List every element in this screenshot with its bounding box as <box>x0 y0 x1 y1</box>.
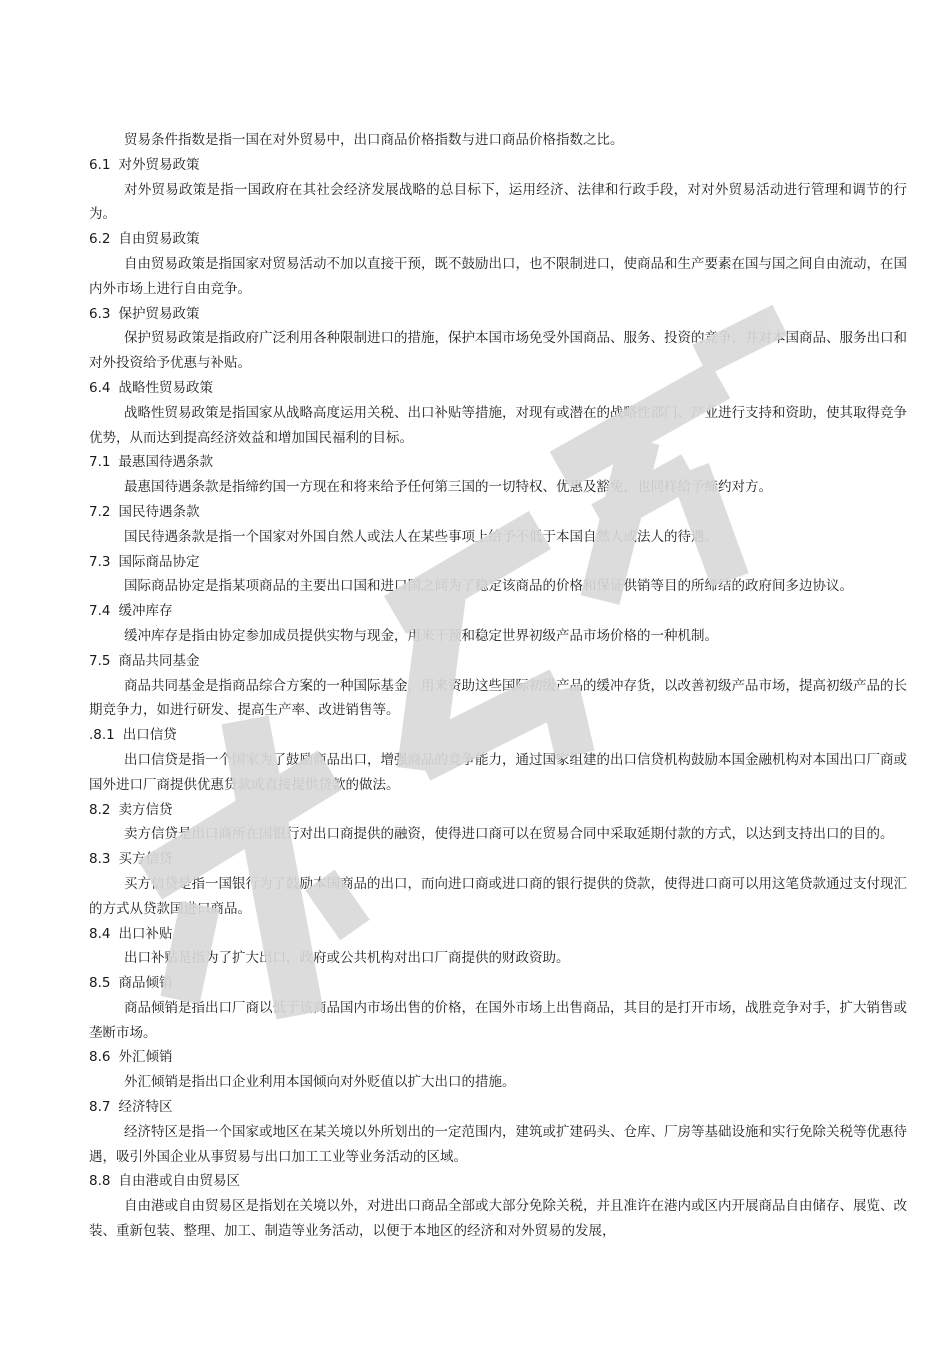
section-heading <box>89 153 907 178</box>
section-title: 经济特区 <box>118 1099 173 1116</box>
section-title: 缓冲库存 <box>118 603 173 620</box>
section-title: 国际商品协定 <box>118 553 200 570</box>
section-paragraph: 国民待遇条款是指一个国家对外国自然人或法人在某些事项上给予不低于本国自然人或法人的待遇。 <box>124 528 718 545</box>
section-paragraph: 最惠国待遇条款是指缔约国一方现在和将来给予任何第三国的一切特权、优惠及豁免，也同样给予缔约对方。 <box>124 479 772 496</box>
section-heading <box>89 376 907 401</box>
section-7-4 <box>89 599 907 649</box>
section-title: 买方信贷 <box>118 851 173 868</box>
section-number: 8.8 <box>89 1173 111 1190</box>
section-6-4 <box>89 376 907 450</box>
section-paragraph: 保护贸易政策是指政府广泛利用各种限制进口的措施，保护本国市场免受外国商品、服务、投资的竞争，并对本国商品、服务出口和对外投资给予优惠与补贴。 <box>89 330 907 372</box>
section-paragraph: 出口补贴是指为了扩大出口，政府或公共机构对出口厂商提供的财政资助。 <box>124 950 570 967</box>
section-heading <box>89 1045 907 1070</box>
intro-paragraph: 贸易条件指数是指一国在对外贸易中，出口商品价格指数与进口商品价格指数之比。 <box>124 132 624 148</box>
section-8-3 <box>89 847 907 921</box>
section-heading <box>89 847 907 872</box>
section-heading <box>89 1169 907 1194</box>
section-number: 8.3 <box>89 851 111 868</box>
section-heading <box>89 302 907 327</box>
section-6-3 <box>89 302 907 376</box>
section-heading <box>89 599 907 624</box>
section-heading <box>89 723 907 748</box>
section-title: 出口信贷 <box>122 727 177 744</box>
section-paragraph: 买方信贷是指一国银行为了鼓励本国商品的出口，而向进口商或进口商的银行提供的贷款，使得进口商可以用这笔贷款通过支付现汇的方式从贷款国进口商品。 <box>89 875 907 917</box>
section-paragraph: 商品共同基金是指商品综合方案的一种国际基金，用来资助这些国际初级产品的缓冲存货，以改善初级产品市场，提高初级产品的长期竞争力，如进行研发、提高生产率、改进销售等。 <box>89 677 907 719</box>
section-7-2 <box>89 500 907 550</box>
section-number: .8.1 <box>89 727 115 744</box>
section-title: 出口补贴 <box>118 925 173 942</box>
section-title: 商品倾销 <box>118 975 173 992</box>
section-paragraph: 缓冲库存是指由协定参加成员提供实物与现金，用来干预和稳定世界初级产品市场价格的一种机制。 <box>124 627 718 644</box>
section-8-2 <box>89 798 907 848</box>
section-number: 8.4 <box>89 925 111 942</box>
section-7-1 <box>89 450 907 500</box>
section-title: 国民待遇条款 <box>118 503 200 520</box>
section-heading <box>89 450 907 475</box>
section-number: 7.5 <box>89 652 111 669</box>
section-paragraph: 经济特区是指一个国家或地区在某关境以外所划出的一定范围内，建筑或扩建码头、仓库、厂房等基础设施和实行免除关税等优惠待遇，吸引外国企业从事贸易与出口加工工业等业务活动的区域。 <box>89 1123 907 1165</box>
section-paragraph: 外汇倾销是指出口企业利用本国倾向对外贬值以扩大出口的措施。 <box>124 1074 516 1091</box>
section-paragraph: 战略性贸易政策是指国家从战略高度运用关税、出口补贴等措施，对现有或潜在的战略性部门、产业进行支持和资助，使其取得竞争优势，从而达到提高经济效益和增加国民福利的目标。 <box>89 404 907 446</box>
section-paragraph: 卖方信贷是出口商所在国银行对出口商提供的融资，使得进口商可以在贸易合同中采取延期付款的方式，以达到支持出口的目的。 <box>124 826 894 843</box>
section-number: 8.7 <box>89 1099 111 1116</box>
section-title: 外汇倾销 <box>118 1049 173 1066</box>
section-paragraph: 出口信贷是指一个国家为了鼓励商品出口，增强商品的竞争能力，通过国家组建的出口信贷机构鼓励本国金融机构对本国出口厂商或国外进口厂商提供优惠贷款或直接提供贷款的做法。 <box>89 751 907 793</box>
section-number: 7.3 <box>89 553 111 570</box>
section-title: 自由贸易政策 <box>118 231 200 248</box>
section-heading <box>89 500 907 525</box>
section-title: 战略性贸易政策 <box>118 379 213 396</box>
section-8-6 <box>89 1045 907 1095</box>
section-7-5 <box>89 649 907 723</box>
section-6-2 <box>89 227 907 301</box>
section-number: 7.2 <box>89 503 111 520</box>
section-heading <box>89 971 907 996</box>
section-number: 8.5 <box>89 975 111 992</box>
section-8-7 <box>89 1095 907 1169</box>
section-6-1 <box>89 153 907 227</box>
section-number: 8.6 <box>89 1049 111 1066</box>
section-number: 7.1 <box>89 454 111 471</box>
section-number: 6.3 <box>89 305 111 322</box>
section-paragraph: 对外贸易政策是指一国政府在其社会经济发展战略的总目标下，运用经济、法律和行政手段，对对外贸易活动进行管理和调节的行为。 <box>89 181 907 223</box>
section-heading <box>89 798 907 823</box>
section-title: 商品共同基金 <box>118 652 200 669</box>
section-heading <box>89 1095 907 1120</box>
document-body <box>89 128 907 1244</box>
section-title: 最惠国待遇条款 <box>118 454 213 471</box>
section-paragraph: 国际商品协定是指某项商品的主要出口国和进口国之间为了稳定该商品的价格和保证供销等目的所缔结的政府间多边协议。 <box>124 578 853 595</box>
section-number: 7.4 <box>89 603 111 620</box>
section-title: 卖方信贷 <box>118 801 173 818</box>
section-title: 保护贸易政策 <box>118 305 200 322</box>
section-heading <box>89 649 907 674</box>
section-7-3 <box>89 550 907 600</box>
section-number: 6.4 <box>89 379 111 396</box>
section-8-8 <box>89 1169 907 1243</box>
section-8-5 <box>89 971 907 1045</box>
section-8-1 <box>89 723 907 797</box>
section-title: 对外贸易政策 <box>118 156 200 173</box>
section-heading <box>89 227 907 252</box>
section-heading <box>89 550 907 575</box>
section-title: 自由港或自由贸易区 <box>118 1173 240 1190</box>
section-number: 6.2 <box>89 231 111 248</box>
section-paragraph: 商品倾销是指出口厂商以低于该商品国内市场出售的价格，在国外市场上出售商品，其目的是打开市场，战胜竞争对手，扩大销售或垄断市场。 <box>89 999 907 1041</box>
section-8-4 <box>89 922 907 972</box>
section-number: 6.1 <box>89 156 111 173</box>
section-heading <box>89 922 907 947</box>
section-paragraph: 自由港或自由贸易区是指划在关境以外，对进出口商品全部或大部分免除关税，并且准许在港内或区内开展商品自由储存、展览、改装、重新包装、整理、加工、制造等业务活动，以便于本地区的经济和对外贸易的发展， <box>89 1198 907 1240</box>
section-paragraph: 自由贸易政策是指国家对贸易活动不加以直接干预，既不鼓励出口，也不限制进口，使商品和生产要素在国与国之间自由流动，在国内外市场上进行自由竞争。 <box>89 255 907 297</box>
section-number: 8.2 <box>89 801 111 818</box>
